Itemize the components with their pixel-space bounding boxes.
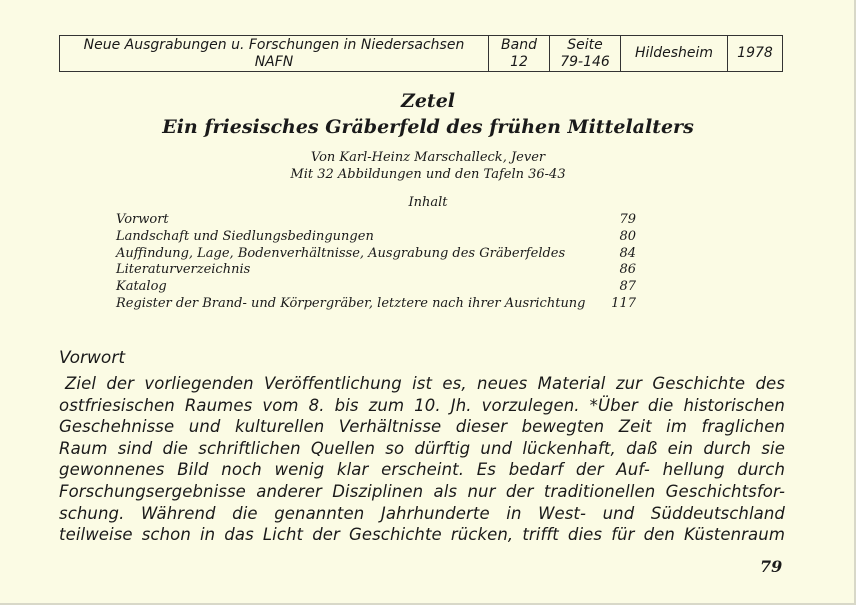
- text-line: teilweise schon in das Licht der Geschichte rücken, trifft dies für den Küstenraum: [59, 525, 785, 545]
- text-line: Geschehnisse und kulturellen Verhältnisse dieser bewegten Zeit im fraglichen: [59, 417, 785, 437]
- toc-item-page: 84: [619, 245, 636, 261]
- author-line: Von Karl-Heinz Marschalleck, Jever: [310, 150, 546, 165]
- toc-item-label: Katalog: [116, 279, 167, 295]
- article-subtitle: Ein friesisches Gräberfeld des frühen Mittelalters: [162, 116, 694, 138]
- seite-label: Seite: [567, 36, 603, 53]
- toc-item: [116, 279, 636, 296]
- toc-item-page: 117: [611, 295, 636, 311]
- page-number: 79: [760, 557, 783, 576]
- seite-cell: [550, 36, 621, 72]
- text-line: Raum sind die schriftlichen Quellen so dürftig und lückenhaft, daß ein durch sie: [59, 438, 785, 458]
- text-line: ostfriesischen Raumes vom 8. bis zum 10. Jh. vorzulegen. *Über die historischen: [59, 395, 785, 415]
- series-abbreviation: NAFN: [254, 53, 294, 70]
- band-cell: [489, 36, 550, 72]
- section-heading: Vorwort: [59, 348, 125, 368]
- toc-item-label: Vorwort: [116, 212, 169, 227]
- toc-item-label: Literaturverzeichnis: [116, 262, 251, 278]
- toc-item: [116, 229, 636, 246]
- text-line: schung. Während die genannten Jahrhunderte in West- und Süddeutschland: [59, 503, 785, 523]
- publication-header-table: [59, 35, 783, 72]
- toc-item-page: 87: [619, 279, 636, 295]
- toc-item-page: 80: [619, 228, 636, 244]
- toc-item: [116, 246, 636, 263]
- toc-item-page: 86: [619, 262, 636, 278]
- toc-item-label: Auffindung, Lage, Bodenverhältnisse, Ausgrabung des Gräberfeldes: [116, 245, 566, 261]
- toc-item-page: 79: [619, 212, 636, 227]
- illustrations-line: Mit 32 Abbildungen und den Tafeln 36-43: [290, 167, 566, 182]
- body-paragraph: [59, 373, 785, 546]
- toc-item-label: Landschaft und Siedlungsbedingungen: [116, 228, 374, 244]
- series-title: Neue Ausgrabungen u. Forschungen in Niedersachsen: [83, 36, 465, 53]
- place-cell: Hildesheim: [621, 36, 728, 72]
- band-label: Band: [501, 36, 537, 53]
- table-of-contents: [116, 212, 636, 313]
- toc-item: [116, 262, 636, 279]
- toc-item: [116, 296, 636, 313]
- text-line: Ziel der vorliegenden Veröffentlichung ist es, neues Material zur Geschichte des: [65, 374, 785, 393]
- toc-heading: Inhalt: [408, 195, 448, 210]
- band-value: 12: [510, 53, 528, 70]
- text-line: gewonnenes Bild noch wenig klar erscheint. Es bedarf der Auf- hellung durch: [59, 460, 785, 480]
- toc-item-label: Register der Brand- und Körpergräber, letztere nach ihrer Ausrichtung: [116, 295, 586, 311]
- toc-item: [116, 212, 636, 229]
- seite-value: 79-146: [560, 53, 610, 70]
- series-cell: [60, 36, 489, 72]
- text-line: Forschungsergebnisse anderer Disziplinen als nur der traditionellen Geschichtsfor-: [59, 481, 785, 501]
- year-cell: 1978: [728, 36, 783, 72]
- article-title: Zetel: [400, 90, 456, 112]
